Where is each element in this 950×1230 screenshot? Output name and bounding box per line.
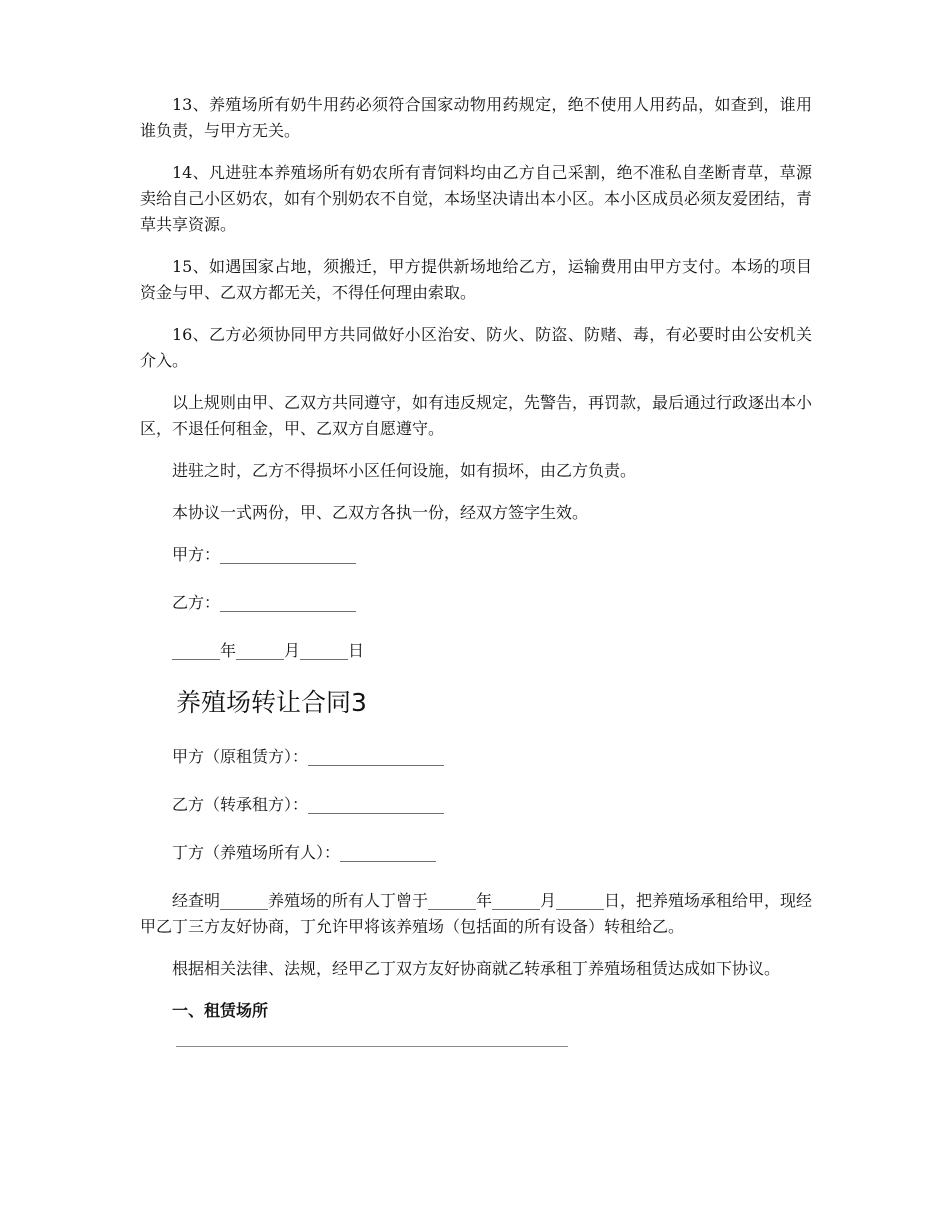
contract3-party-d: 丁方（养殖场所有人）：____________: [172, 843, 437, 862]
signature-party-a: 甲方：_________________: [172, 545, 357, 564]
clause-14: 14、凡进驻本养殖场所有奶农所有青饲料均由乙方自己采割，绝不准私自垄断青草，草源卖给自己小区奶农，如有个别奶农不自觉，本场坚决请出本小区。本小区成员必须友爱团结，青草共享资源。: [140, 163, 813, 234]
contract3-party-a: 甲方（原租赁方）：_________________: [172, 747, 445, 766]
signature-date: ______年______月______日: [172, 641, 365, 660]
signature-party-b: 乙方：_________________: [172, 593, 357, 612]
clause-13: 13、养殖场所有奶牛用药必须符合国家动物用药规定，绝不使用人用药品，如查到，谁用谁负责，与甲方无关。: [140, 95, 812, 140]
contract3-agreement: 根据相关法律、法规，经甲乙丁双方友好协商就乙转承租丁养殖场租赁达成如下协议。: [172, 959, 781, 978]
clause-16: 16、乙方必须协同甲方共同做好小区治安、防火、防盗、防赌、毒，有必要时由公安机关介入。: [140, 325, 812, 370]
section-heading: 一、租赁场所: [172, 1001, 269, 1020]
blank-line: [176, 1046, 568, 1047]
document-page: [140, 92, 812, 1047]
contract-title: 养殖场转让合同3: [176, 688, 367, 717]
clause-15: 15、如遇国家占地，须搬迁，甲方提供新场地给乙方，运输费用由甲方支付。本场的项目资金与甲、乙双方都无关，不得任何理由索取。: [140, 257, 812, 302]
contract3-intro: 经查明______养殖场的所有人丁曾于______年______月______日，把养殖场承租给甲，现经甲乙丁三方友好协商，丁允许甲将该养殖场（包括面的所有设备）转租给乙。: [140, 891, 813, 936]
contract3-party-b: 乙方（转承租方）：_________________: [172, 795, 445, 814]
rules-paragraph: 以上规则由甲、乙双方共同遵守，如有违反规定，先警告，再罚款，最后通过行政逐出本小区，不退任何租金，甲、乙双方自愿遵守。: [140, 393, 813, 438]
copies-paragraph: 本协议一式两份，甲、乙双方各执一份，经双方签字生效。: [172, 503, 589, 522]
damage-paragraph: 进驻之时，乙方不得损坏小区任何设施，如有损坏，由乙方负责。: [172, 461, 637, 480]
